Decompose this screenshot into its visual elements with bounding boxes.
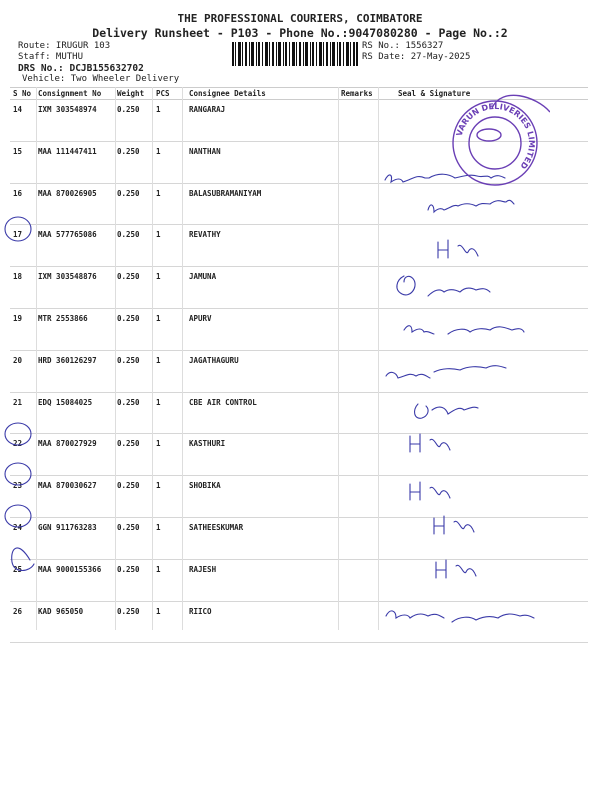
company-name: THE PROFESSIONAL COURIERS, COIMBATORE bbox=[177, 12, 423, 25]
cell-consignment: IXM 303548974 bbox=[38, 105, 97, 114]
table-row bbox=[10, 602, 588, 644]
route-label: Route: IRUGUR 103 bbox=[18, 41, 111, 51]
cell-pcs: 1 bbox=[156, 146, 161, 156]
cell-consignee: CBE AIR CONTROL bbox=[189, 397, 257, 407]
table-row bbox=[10, 267, 588, 309]
cell-pcs: 1 bbox=[156, 481, 161, 491]
cell-consignment: MAA 577765086 bbox=[38, 230, 97, 240]
cell-consignee: REVATHY bbox=[189, 230, 221, 240]
cell-pcs: 1 bbox=[156, 606, 161, 616]
cell-consignment: MTR 2553866 bbox=[38, 313, 88, 323]
cell-consignment: MAA 870026905 bbox=[38, 188, 97, 198]
cell-consignee: RIICO bbox=[189, 606, 212, 616]
cell-pcs: 1 bbox=[156, 355, 161, 365]
cell-consignment: HRD 360126297 bbox=[38, 355, 97, 365]
table-row bbox=[10, 518, 588, 560]
barcode-image bbox=[232, 42, 358, 66]
cell-weight: 0.250 bbox=[117, 439, 140, 449]
cell-consignment: MAA 870030627 bbox=[38, 481, 97, 491]
table-row bbox=[10, 434, 588, 476]
cell-sno: 26 bbox=[13, 606, 23, 616]
cell-pcs: 1 bbox=[156, 105, 161, 114]
column-divider bbox=[152, 87, 153, 630]
cell-consignment: MAA 870027929 bbox=[38, 439, 97, 449]
rs-number: RS No.: 1556327 bbox=[362, 41, 444, 51]
runsheet-title: Delivery Runsheet - P103 - Phone No.:9047080280 - Page No.:2 bbox=[92, 26, 508, 40]
cell-consignment: MAA 9000155366 bbox=[38, 564, 102, 574]
company-seal-stamp bbox=[440, 88, 550, 198]
cell-consignee: APURV bbox=[189, 313, 212, 323]
cell-consignee: JAMUNA bbox=[189, 272, 217, 282]
cell-sno: 17 bbox=[13, 230, 23, 240]
rs-date: RS Date: 27-May-2025 bbox=[362, 52, 471, 62]
cell-pcs: 1 bbox=[156, 230, 161, 240]
cell-sno: 25 bbox=[13, 564, 23, 574]
cell-sno: 18 bbox=[13, 272, 23, 282]
col-pcs: PCS bbox=[156, 89, 170, 98]
cell-sno: 22 bbox=[13, 439, 23, 449]
cell-sno: 24 bbox=[13, 522, 23, 532]
stamp-text: VARUN DELIVERIES LIMITED bbox=[454, 101, 537, 171]
cell-weight: 0.250 bbox=[117, 397, 140, 407]
cell-consignee: RANGARAJ bbox=[189, 105, 226, 114]
cell-weight: 0.250 bbox=[117, 272, 140, 282]
cell-weight: 0.250 bbox=[117, 481, 140, 491]
col-remarks: Remarks bbox=[341, 89, 373, 98]
table-row bbox=[10, 351, 588, 393]
cell-sno: 21 bbox=[13, 397, 23, 407]
cell-pcs: 1 bbox=[156, 313, 161, 323]
cell-weight: 0.250 bbox=[117, 188, 140, 198]
cell-consignee: NANTHAN bbox=[189, 146, 221, 156]
cell-sno: 20 bbox=[13, 355, 23, 365]
cell-sno: 15 bbox=[13, 146, 23, 156]
cell-consignment: KAD 965050 bbox=[38, 606, 84, 616]
cell-sno: 19 bbox=[13, 313, 23, 323]
column-divider bbox=[115, 87, 116, 630]
cell-consignment: EDQ 15084025 bbox=[38, 397, 93, 407]
cell-weight: 0.250 bbox=[117, 230, 140, 240]
cell-consignee: JAGATHAGURU bbox=[189, 355, 239, 365]
table-row bbox=[10, 560, 588, 602]
col-seal: Seal & Signature bbox=[398, 89, 471, 98]
cell-sno: 16 bbox=[13, 188, 23, 198]
col-weight: Weight bbox=[117, 89, 145, 98]
cell-weight: 0.250 bbox=[117, 606, 140, 616]
col-sno: S No bbox=[13, 89, 32, 98]
cell-consignee: BALASUBRAMANIYAM bbox=[189, 188, 262, 198]
cell-weight: 0.250 bbox=[117, 355, 140, 365]
vehicle-label: Vehicle: Two Wheeler Delivery bbox=[22, 74, 180, 84]
cell-pcs: 1 bbox=[156, 272, 161, 282]
cell-weight: 0.250 bbox=[117, 105, 140, 114]
cell-pcs: 1 bbox=[156, 397, 161, 407]
cell-pcs: 1 bbox=[156, 564, 161, 574]
cell-weight: 0.250 bbox=[117, 522, 140, 532]
column-divider bbox=[182, 87, 183, 630]
cell-consignment: MAA 111447411 bbox=[38, 146, 97, 156]
staff-label: Staff: MUTHU bbox=[18, 52, 84, 62]
drs-number: DRS No.: DCJB155632702 bbox=[18, 63, 144, 74]
cell-consignee: SATHEESKUMAR bbox=[189, 522, 244, 532]
cell-consignment: GGN 911763283 bbox=[38, 522, 97, 532]
cell-weight: 0.250 bbox=[117, 564, 140, 574]
cell-sno: 23 bbox=[13, 481, 23, 491]
col-consignee: Consignee Details bbox=[189, 89, 266, 98]
cell-weight: 0.250 bbox=[117, 313, 140, 323]
column-divider bbox=[338, 87, 339, 630]
table-row bbox=[10, 393, 588, 435]
column-divider bbox=[36, 87, 37, 630]
table-row bbox=[10, 225, 588, 267]
cell-consignee: SHOBIKA bbox=[189, 481, 221, 491]
col-consignment: Consignment No bbox=[38, 89, 102, 98]
cell-consignment: IXM 303548876 bbox=[38, 272, 97, 282]
table-row bbox=[10, 476, 588, 518]
cell-pcs: 1 bbox=[156, 439, 161, 449]
cell-sno: 14 bbox=[13, 105, 23, 114]
cell-consignee: RAJESH bbox=[189, 564, 217, 574]
table-row bbox=[10, 309, 588, 351]
cell-pcs: 1 bbox=[156, 522, 161, 532]
column-divider bbox=[378, 87, 379, 630]
cell-weight: 0.250 bbox=[117, 146, 140, 156]
cell-consignee: KASTHURI bbox=[189, 439, 226, 449]
cell-pcs: 1 bbox=[156, 188, 161, 198]
